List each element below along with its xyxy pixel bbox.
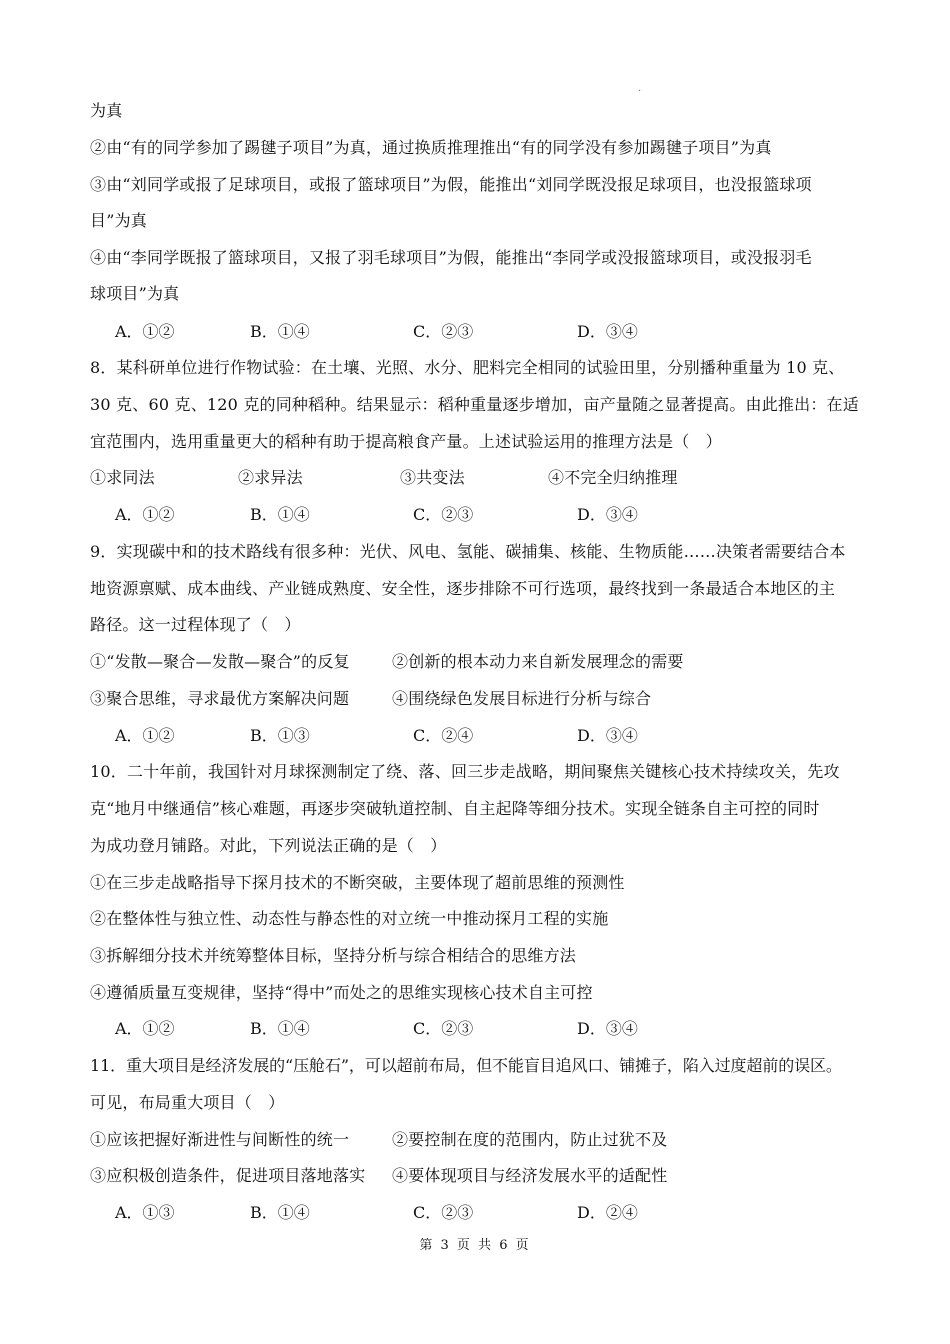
q10-statement-2: ②在整体性与独立性、动态性与静态性的对立统一中推动探月工程的实施 [90,909,609,928]
q7-statement-4-cont: 球项目”为真 [90,284,180,303]
q10-option-d[interactable]: D．③④ [577,1019,638,1038]
q10-stem-2: 克“地月中继通信”核心难题，再逐步突破轨道控制、自主起降等细分技术。实现全链条自主可控的同时 [90,799,820,818]
q11-option-c[interactable]: C．②③ [413,1203,474,1222]
q9-statement-4: ④围绕绿色发展目标进行分析与综合 [392,689,652,708]
q8-statement-4: ④不完全归纳推理 [548,468,678,487]
q11-options [115,1203,815,1223]
q9-statement-3: ③聚合思维，寻求最优方案解决问题 [90,689,350,708]
q9-stem-3: 路径。这一过程体现了（ ） [90,615,301,634]
q10-statement-1: ①在三步走战略指导下探月技术的不断突破，主要体现了超前思维的预测性 [90,873,625,892]
q11-option-d[interactable]: D．②④ [577,1203,638,1222]
q10-statement-4: ④遵循质量互变规律，坚持“得中”而处之的思维实现核心技术自主可控 [90,983,593,1002]
q9-option-b[interactable]: B．①③ [250,726,310,745]
q10-option-a[interactable]: A．①② [115,1019,175,1038]
q8-option-a[interactable]: A．①② [115,505,175,524]
q9-option-a[interactable]: A．①② [115,726,175,745]
q7-option-a[interactable]: A．①② [115,322,175,341]
q9-statement-2: ②创新的根本动力来自新发展理念的需要 [392,652,684,671]
q8-statement-2: ②求异法 [238,468,303,487]
q7-statement-2: ②由“有的同学参加了踢毽子项目”为真，通过换质推理推出“有的同学没有参加踢毽子项目”为真 [90,138,772,157]
q10-option-b[interactable]: B．①④ [250,1019,310,1038]
q9-statement-1: ①“发散—聚合—发散—聚合”的反复 [90,652,350,671]
q7-statement-4: ④由“李同学既报了篮球项目，又报了羽毛球项目”为假，能推出“李同学或没报篮球项目，或没报羽毛 [90,248,812,267]
q11-statement-2: ②要控制在度的范围内，防止过犹不及 [392,1130,668,1149]
q8-option-b[interactable]: B．①④ [250,505,310,524]
q7-statement-3: ③由“刘同学或报了足球项目，或报了篮球项目”为假，能推出“刘同学既没报足球项目，也没报篮球项 [90,175,812,194]
q7-option-c[interactable]: C．②③ [413,322,474,341]
q10-statement-3: ③拆解细分技术并统筹整体目标，坚持分析与综合相结合的思维方法 [90,946,577,965]
q8-option-c[interactable]: C．②③ [413,505,474,524]
q11-statement-4: ④要体现项目与经济发展水平的适配性 [392,1166,668,1185]
q10-options [115,1019,815,1039]
q8-option-d[interactable]: D．③④ [577,505,638,524]
q10-stem-1: 10．二十年前，我国针对月球探测制定了绕、落、回三步走战略，期间聚焦关键核心技术持续攻关，先攻 [90,762,840,781]
q11-option-a[interactable]: A．①③ [115,1203,175,1222]
scan-mark: · [638,86,642,97]
q11-stem-2: 可见，布局重大项目（ ） [90,1093,285,1112]
q7-continuation: 为真 [90,101,123,120]
q7-statement-3-cont: 目”为真 [90,211,147,230]
q10-stem-3: 为成功登月铺路。对此，下列说法正确的是（ ） [90,836,447,855]
q11-statement-1: ①应该把握好渐进性与间断性的统一 [90,1130,350,1149]
q9-option-d[interactable]: D．③④ [577,726,638,745]
q8-options [115,505,815,525]
q7-option-d[interactable]: D．③④ [577,322,638,341]
q7-option-b[interactable]: B．①④ [250,322,310,341]
q8-statement-3: ③共变法 [400,468,465,487]
q10-option-c[interactable]: C．②③ [413,1019,474,1038]
q11-statement-3: ③应积极创造条件，促进项目落地落实 [90,1166,366,1185]
q11-option-b[interactable]: B．①④ [250,1203,310,1222]
q9-stem-1: 9．实现碳中和的技术路线有很多种：光伏、风电、氢能、碳捕集、核能、生物质能……决策者需要结合本 [90,542,846,561]
q11-stem-1: 11．重大项目是经济发展的“压舱石”，可以超前布局，但不能盲目追风口、铺摊子，陷入过度超前的误区。 [90,1056,842,1075]
q8-statement-1: ①求同法 [90,468,155,487]
q8-stem-3: 宜范围内，选用重量更大的稻种有助于提高粮食产量。上述试验运用的推理方法是（ ） [90,432,722,451]
q9-options [115,726,815,746]
q8-stem-2: 30 克、60 克、120 克的同种稻种。结果显示：稻种重量逐步增加，亩产量随之显著提高。由此推出：在适 [90,395,859,414]
page-footer: 第 3 页 共 6 页 [419,1238,531,1253]
q8-stem-1: 8．某科研单位进行作物试验：在土壤、光照、水分、肥料完全相同的试验田里，分别播种重量为 10 克、 [90,358,845,377]
q9-option-c[interactable]: C．②④ [413,726,474,745]
q9-stem-2: 地资源禀赋、成本曲线、产业链成熟度、安全性，逐步排除不可行选项，最终找到一条最适合本地区的主 [90,579,836,598]
q7-options [115,322,815,342]
